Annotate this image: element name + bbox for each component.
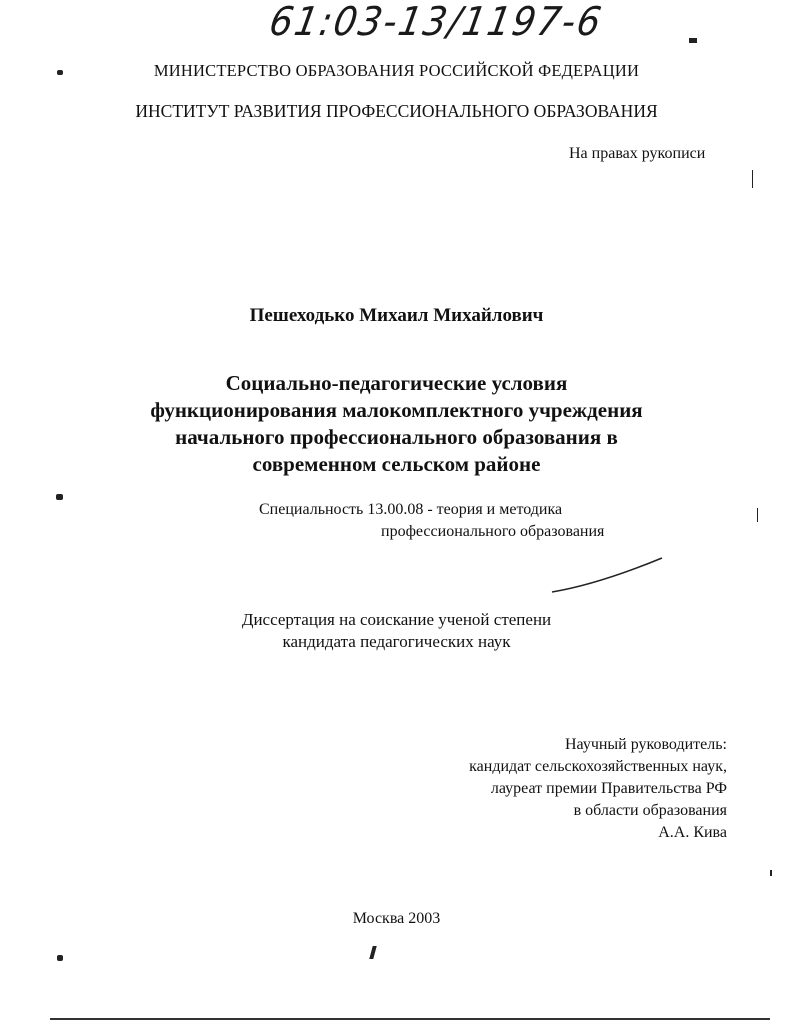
scan-speck	[752, 170, 753, 188]
degree-line-2: кандидата педагогических наук	[282, 632, 511, 651]
supervisor-label: Научный руководитель:	[564, 736, 727, 753]
author-name: Пешеходько Михаил Михайлович	[249, 305, 544, 326]
scan-speck	[770, 870, 772, 876]
handwritten-stroke	[548, 552, 668, 597]
manuscript-note: На правах рукописи	[569, 145, 706, 162]
supervisor-degree: кандидат сельскохозяйственных наук,	[469, 758, 727, 775]
specialty-line-2: профессионального образования	[381, 523, 605, 540]
scan-speck	[57, 70, 63, 75]
supervisor-award-field: в области образования	[573, 802, 727, 819]
specialty-line-1: Специальность 13.00.08 - теория и методика	[259, 501, 563, 518]
ministry-heading: МИНИСТЕРСТВО ОБРАЗОВАНИЯ РОССИЙСКОЙ ФЕДЕРАЦИИ	[153, 61, 640, 80]
supervisor-block	[400, 734, 727, 844]
dissertation-title	[0, 370, 793, 478]
scan-speck	[56, 494, 63, 500]
page-edge-line	[50, 1018, 770, 1020]
title-line: функционирования малокомплектного учреждения	[150, 398, 643, 422]
scan-speck	[369, 946, 376, 959]
scan-speck	[57, 955, 63, 961]
title-line: Социально-педагогические условия	[225, 371, 568, 395]
supervisor-name: А.А. Кива	[658, 824, 727, 841]
scan-speck	[757, 508, 758, 522]
degree-statement	[0, 609, 793, 653]
institute-heading: ИНСТИТУТ РАЗВИТИЯ ПРОФЕССИОНАЛЬНОГО ОБРАЗОВАНИЯ	[135, 101, 658, 121]
archive-stamp: 61:03-13/1197-6	[266, 0, 607, 46]
title-line: начального профессионального образования в	[175, 425, 618, 449]
supervisor-award: лауреат премии Правительства РФ	[490, 780, 727, 797]
city-year: Москва 2003	[352, 910, 441, 927]
degree-line-1: Диссертация на соискание ученой степени	[241, 610, 552, 629]
scan-speck	[689, 38, 697, 43]
title-line: современном сельском районе	[252, 452, 541, 476]
